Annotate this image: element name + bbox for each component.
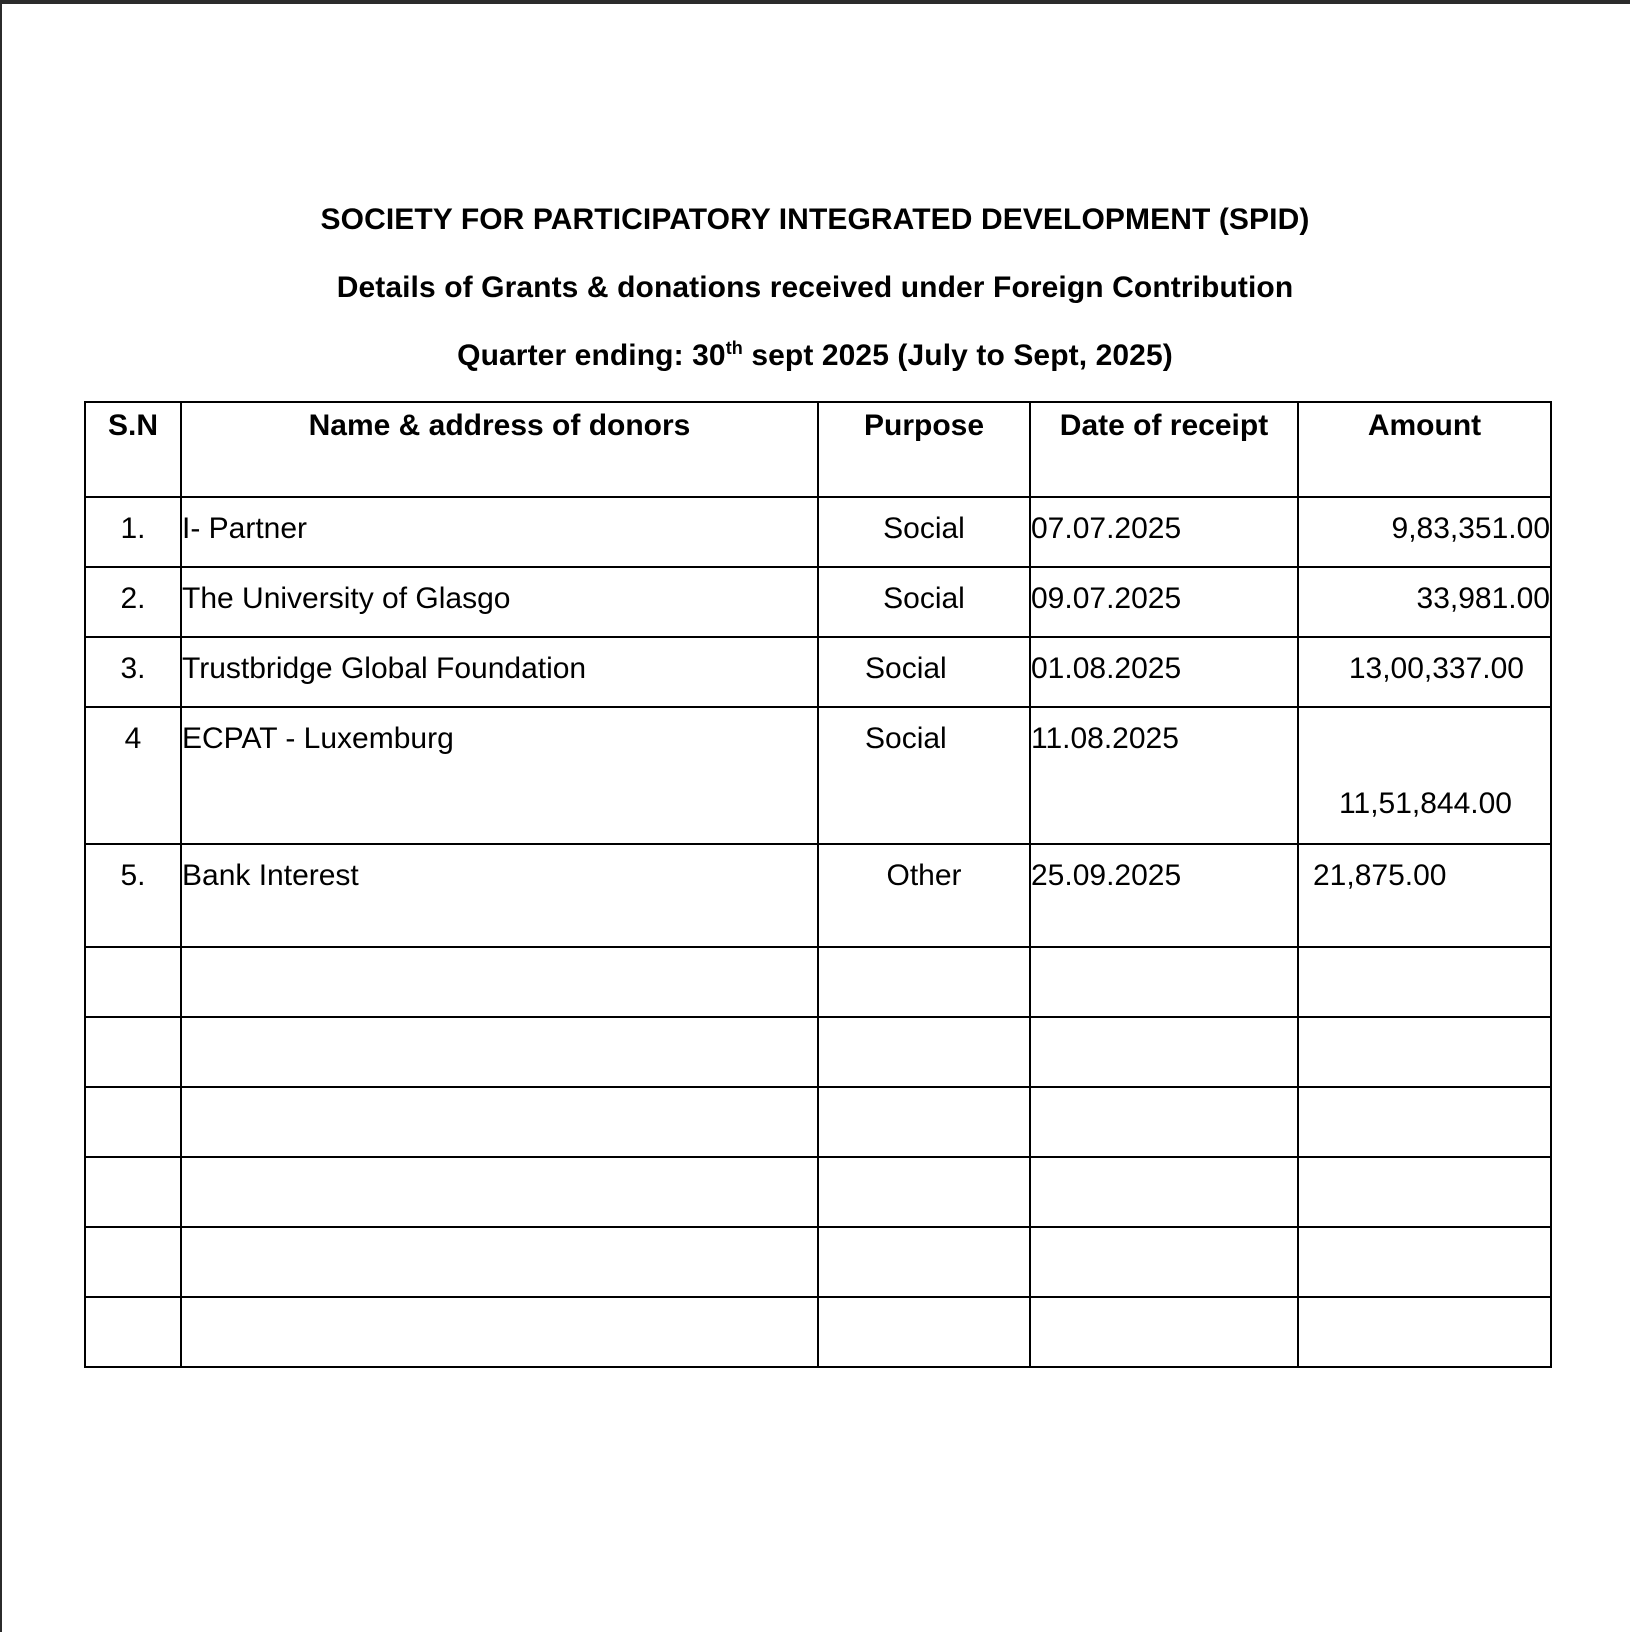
- quarter-suffix: sept 2025 (July to Sept, 2025): [742, 339, 1173, 372]
- empty-row: [85, 1297, 1551, 1367]
- header-amount: Amount: [1298, 402, 1551, 497]
- cell-date: 09.07.2025: [1030, 567, 1298, 637]
- table-row: [85, 497, 1551, 567]
- table-row: [85, 567, 1551, 637]
- header-name: Name & address of donors: [181, 402, 818, 497]
- empty-cell: [818, 1157, 1030, 1227]
- table-row: [85, 637, 1551, 707]
- empty-cell: [181, 1297, 818, 1367]
- cell-sn: 4: [85, 707, 181, 844]
- empty-cell: [85, 1087, 181, 1157]
- cell-name: Bank Interest: [181, 844, 818, 947]
- table-row: [85, 707, 1551, 844]
- document-title: SOCIETY FOR PARTICIPATORY INTEGRATED DEVELOPMENT (SPID): [320, 203, 1310, 236]
- empty-cell: [1030, 1087, 1298, 1157]
- empty-cell: [181, 1017, 818, 1087]
- grants-table: [84, 401, 1552, 1368]
- cell-name: ECPAT - Luxemburg: [181, 707, 818, 844]
- quarter-superscript: th: [725, 338, 743, 358]
- header-sn: S.N: [85, 402, 181, 497]
- cell-purpose: Social: [818, 637, 1030, 707]
- empty-row: [85, 1087, 1551, 1157]
- empty-cell: [1298, 1017, 1551, 1087]
- document-subtitle: Details of Grants & donations received under Foreign Contribution: [336, 271, 1294, 304]
- empty-cell: [1298, 1157, 1551, 1227]
- empty-cell: [85, 1227, 181, 1297]
- empty-cell: [85, 1297, 181, 1367]
- table-row: [85, 844, 1551, 947]
- cell-amount: 21,875.00: [1298, 844, 1551, 947]
- cell-amount: 13,00,337.00: [1298, 637, 1551, 707]
- empty-cell: [1298, 1087, 1551, 1157]
- empty-cell: [1030, 1017, 1298, 1087]
- cell-date: 01.08.2025: [1030, 637, 1298, 707]
- quarter-prefix: Quarter ending: 30: [457, 339, 726, 372]
- cell-sn: 5.: [85, 844, 181, 947]
- cell-name: I- Partner: [181, 497, 818, 567]
- cell-amount: 33,981.00: [1298, 567, 1551, 637]
- header-date: Date of receipt: [1030, 402, 1298, 497]
- empty-row: [85, 1017, 1551, 1087]
- empty-cell: [1298, 947, 1551, 1017]
- empty-cell: [1298, 1227, 1551, 1297]
- empty-cell: [85, 947, 181, 1017]
- cell-sn: 2.: [85, 567, 181, 637]
- empty-cell: [181, 1087, 818, 1157]
- empty-cell: [181, 947, 818, 1017]
- empty-cell: [1030, 1297, 1298, 1367]
- cell-purpose: Social: [818, 567, 1030, 637]
- cell-date: 07.07.2025: [1030, 497, 1298, 567]
- empty-cell: [1030, 1157, 1298, 1227]
- cell-sn: 3.: [85, 637, 181, 707]
- cell-purpose: Social: [818, 707, 1030, 844]
- cell-sn: 1.: [85, 497, 181, 567]
- table-header-row: [85, 402, 1551, 497]
- empty-cell: [85, 1017, 181, 1087]
- empty-cell: [181, 1227, 818, 1297]
- cell-purpose: Social: [818, 497, 1030, 567]
- cell-name: The University of Glasgo: [181, 567, 818, 637]
- empty-cell: [181, 1157, 818, 1227]
- empty-cell: [85, 1157, 181, 1227]
- empty-row: [85, 1227, 1551, 1297]
- cell-amount: 11,51,844.00: [1298, 707, 1551, 844]
- empty-cell: [818, 947, 1030, 1017]
- cell-date: 11.08.2025: [1030, 707, 1298, 844]
- empty-row: [85, 1157, 1551, 1227]
- empty-cell: [1030, 1227, 1298, 1297]
- cell-name: Trustbridge Global Foundation: [181, 637, 818, 707]
- empty-cell: [818, 1087, 1030, 1157]
- empty-row: [85, 947, 1551, 1017]
- cell-purpose: Other: [818, 844, 1030, 947]
- quarter-heading: [0, 338, 1630, 374]
- empty-cell: [1298, 1297, 1551, 1367]
- cell-amount: 9,83,351.00: [1298, 497, 1551, 567]
- header-purpose: Purpose: [818, 402, 1030, 497]
- empty-cell: [1030, 947, 1298, 1017]
- empty-cell: [818, 1017, 1030, 1087]
- cell-date: 25.09.2025: [1030, 844, 1298, 947]
- empty-cell: [818, 1227, 1030, 1297]
- empty-cell: [818, 1297, 1030, 1367]
